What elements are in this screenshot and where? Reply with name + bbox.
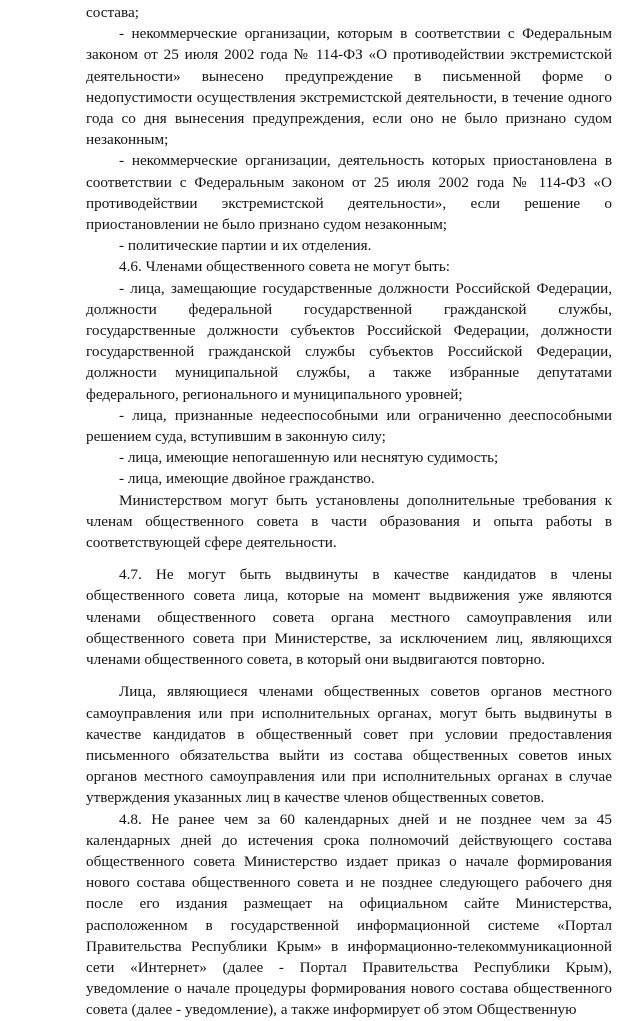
paragraph-4-7: 4.7. Не могут быть выдвинуты в качестве кандидатов в члены общественного совета лица, которые на момент выдвижения уже являются членами общественного совета органа местного самоуправления или общественного совета при Министерстве, за исключением лиц, являющихся членами общественного совета, в который они выдвигаются повторно. bbox=[86, 566, 612, 669]
paragraph-nko-suspended: - некоммерческие организации, деятельность которых приостановлена в соответствии с Федеральным законом от 25 июля 2002 года № 114-ФЗ «О противодействии экстремистской деятельности», если решение о приостановлении не было признано судом незаконным; bbox=[86, 152, 612, 234]
paragraph-nko-warning: - некоммерческие организации, которым в соответствии с Федеральным законом от 25 июля 2002 года № 114-ФЗ «О противодействии экстремистской деятельности» вынесено предупреждение в письменной форме о недопустимости осуществления экстремистской деятельности, в течение одного года со дня вынесения предупреждения, если оно не было признано судом незаконным; bbox=[86, 25, 612, 149]
paragraph-4-6-heading: 4.6. Членами общественного совета не могут быть: bbox=[119, 258, 450, 276]
paragraph-other-councils: Лица, являющиеся членами общественных советов органов местного самоуправления или при исполнительных органах, могут быть выдвинуты в качестве кандидатов в общественный совет при условии предоставления письменного обязательства выйти из состава общественных советов иных органов местного самоуправления или при исполнительных органах в случае утверждения указанных лиц в качестве членов общественных советов. bbox=[86, 683, 612, 807]
paragraph-political-parties: - политические партии и их отделения. bbox=[119, 237, 372, 255]
document-page bbox=[86, 2, 612, 1021]
paragraph-dual-citizenship: - лица, имеющие двойное гражданство. bbox=[119, 470, 375, 488]
paragraph-conviction: - лица, имеющие непогашенную или неснятую судимость; bbox=[119, 449, 499, 467]
paragraph-incapacitated: - лица, признанные недееспособными или ограниченно дееспособными решением суда, вступившим в законную силу; bbox=[86, 406, 612, 446]
paragraph-state-positions: - лица, замещающие государственные должности Российской Федерации, должности федеральной государственной гражданской службы, государственные должности субъектов Российской Федерации, должности государственной гражданской службы субъектов Российской Федерации, должности муниципальной службы, а также избранные депутатами федерального, регионального и муниципального уровней; bbox=[86, 279, 612, 403]
paragraph-continuation: состава; bbox=[86, 4, 139, 21]
paragraph-4-8: 4.8. Не ранее чем за 60 календарных дней и не позднее чем за 45 календарных дней до истечения срока полномочий действующего состава общественного совета Министерство издает приказ о начале формирования нового состава общественного совета и не позднее следующего рабочего дня после его издания размещает на официальном сайте Министерства, расположенном в государственной информационной системе «Портал Правительства Республики Крым» в информационно-телекоммуникационной сети «Интернет» (далее - Портал Правительства Республики Крым), уведомление о начале процедуры формирования нового состава общественного совета (далее - уведомление), а также информирует об этом Общественную bbox=[86, 810, 612, 1019]
paragraph-additional-requirements: Министерством могут быть установлены дополнительные требования к членам общественного совета в части образования и опыта работы в соответствующей сфере деятельности. bbox=[86, 491, 612, 552]
